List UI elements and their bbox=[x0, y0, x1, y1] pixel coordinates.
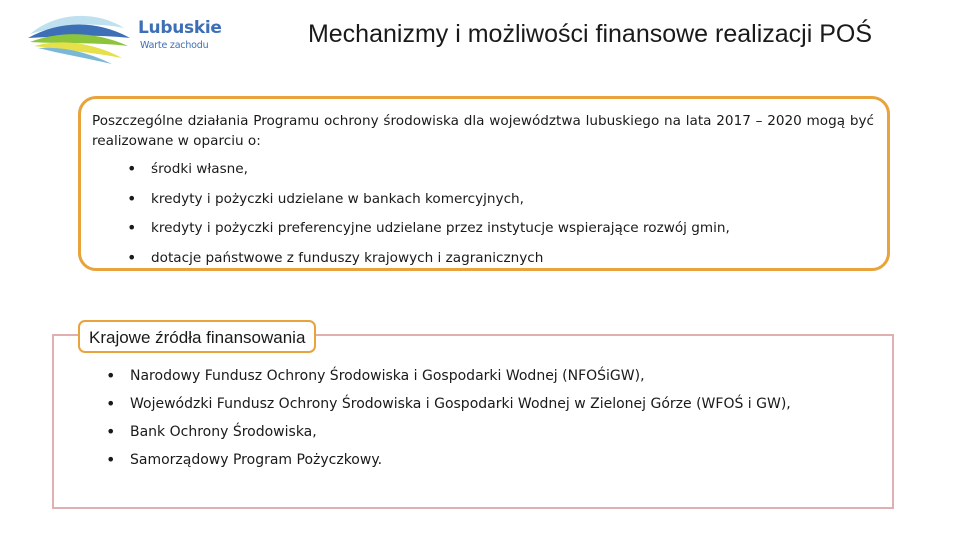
list-item bbox=[106, 450, 830, 470]
bullet-icon: • bbox=[106, 422, 116, 441]
list-item bbox=[106, 394, 830, 414]
intro-paragraph: Poszczególne działania Programu ochrony środowiska dla województwa lubuskiego na lata 2017 – 2020 mogą być realizowane w oparciu o: bbox=[92, 113, 874, 149]
list-item-text: dotacje państwowe z funduszy krajowych i zagranicznych bbox=[151, 249, 544, 266]
bullet-icon: • bbox=[127, 218, 137, 237]
list-item-text: Narodowy Fundusz Ochrony Środowiska i Gospodarki Wodnej (NFOŚiGW), bbox=[130, 368, 645, 384]
intro-list bbox=[127, 159, 730, 277]
list-item-text: kredyty i pożyczki preferencyjne udzielane przez instytucje wspierające rozwój gmin, bbox=[151, 220, 730, 236]
sources-list bbox=[106, 366, 830, 478]
list-item-text: kredyty i pożyczki udzielane w bankach komercyjnych, bbox=[151, 190, 524, 207]
list-item-text: środki własne, bbox=[151, 161, 248, 177]
bullet-icon: • bbox=[106, 450, 116, 469]
page-title: Mechanizmy i możliwości finansowe realizacji POŚ bbox=[307, 20, 873, 48]
list-item bbox=[106, 422, 830, 442]
list-item bbox=[106, 366, 830, 386]
list-item bbox=[127, 159, 730, 189]
bullet-icon: • bbox=[106, 366, 116, 385]
logo-tagline: Warte zachodu bbox=[140, 40, 209, 51]
lubuskie-logo bbox=[26, 8, 226, 66]
list-item bbox=[127, 247, 730, 278]
list-item-text: Samorządowy Program Pożyczkowy. bbox=[130, 452, 383, 468]
list-item-text: Wojewódzki Fundusz Ochrony Środowiska i Gospodarki Wodnej w Zielonej Górze (WFOŚ i GW), bbox=[130, 396, 791, 412]
bullet-icon: • bbox=[127, 188, 137, 208]
list-item bbox=[127, 218, 730, 248]
lubuskie-emblem-icon bbox=[26, 8, 136, 66]
list-item-text: Bank Ochrony Środowiska, bbox=[130, 424, 317, 440]
bullet-icon: • bbox=[127, 247, 137, 267]
sources-heading: Krajowe źródła finansowania bbox=[78, 320, 316, 353]
logo-name: Lubuskie bbox=[138, 18, 222, 38]
bullet-icon: • bbox=[106, 394, 116, 413]
bullet-icon: • bbox=[127, 159, 137, 178]
list-item bbox=[127, 188, 730, 219]
